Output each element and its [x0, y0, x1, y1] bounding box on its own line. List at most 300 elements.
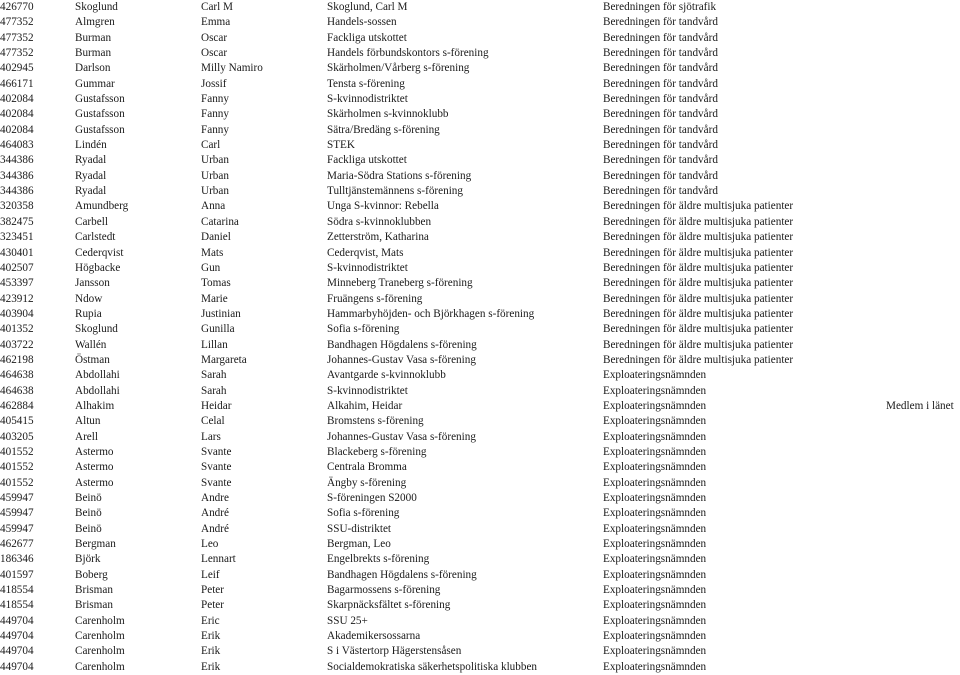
organization-cell: Socialdemokratiska säkerhetspolitiska klubben	[327, 660, 538, 673]
note-cell	[886, 15, 960, 30]
organization-cell: Unga S-kvinnor: Rebella	[327, 200, 439, 213]
member-id-cell: 477352	[0, 31, 34, 44]
member-id-cell: 186346	[0, 553, 34, 566]
committee-cell: Exploateringsnämnden	[603, 384, 707, 397]
member-id-cell: 401352	[0, 323, 34, 336]
first-name-cell: Carl	[201, 139, 221, 152]
committee-cell: Exploateringsnämnden	[603, 568, 707, 581]
first-name-cell: Urban	[201, 154, 229, 167]
member-id-cell: 459947	[0, 492, 34, 504]
first-name-cell: Justinian	[201, 307, 241, 320]
committee-cell: Exploateringsnämnden	[603, 415, 707, 428]
committee-cell: Beredningen för äldre multisjuka patienter	[603, 292, 794, 305]
first-name-cell: Erik	[201, 630, 221, 643]
organization-cell: Fruängens s-förening	[327, 292, 423, 305]
last-name-cell: Altun	[75, 415, 101, 428]
table-row	[0, 399, 960, 414]
last-name-cell: Arell	[75, 430, 98, 443]
committee-cell: Exploateringsnämnden	[603, 599, 707, 612]
organization-cell: Fackliga utskottet	[327, 31, 407, 44]
member-id-cell: 403904	[0, 307, 34, 320]
committee-cell: Beredningen för tandvård	[603, 62, 718, 75]
table-row	[0, 338, 960, 353]
last-name-cell: Brisman	[75, 599, 113, 612]
member-id-cell: 418554	[0, 599, 34, 612]
member-id-cell: 464638	[0, 384, 34, 397]
first-name-cell: Milly Namiro	[201, 62, 263, 75]
last-name-cell: Carenholm	[75, 660, 125, 673]
organization-cell: S-kvinnodistriktet	[327, 93, 408, 106]
first-name-cell: Gunilla	[201, 323, 235, 336]
organization-cell: Skärholmen s-kvinnoklubb	[327, 108, 449, 121]
note-cell	[886, 169, 960, 184]
member-id-cell: 459947	[0, 507, 34, 520]
last-name-cell: Almgren	[75, 16, 115, 29]
last-name-cell: Bergman	[75, 538, 116, 551]
first-name-cell: Sarah	[201, 384, 227, 397]
note-cell	[886, 230, 960, 245]
table-row	[0, 568, 960, 583]
note-cell	[886, 414, 960, 429]
committee-cell: Exploateringsnämnden	[603, 538, 707, 551]
last-name-cell: Gummar	[75, 77, 115, 90]
organization-cell: Fackliga utskottet	[327, 154, 407, 167]
committee-cell: Beredningen för äldre multisjuka patienter	[603, 200, 794, 213]
organization-cell: Minneberg Traneberg s-förening	[327, 277, 473, 290]
member-id-cell: 426770	[0, 1, 34, 13]
note-cell	[886, 537, 960, 552]
member-id-cell: 462884	[0, 399, 34, 412]
first-name-cell: Urban	[201, 169, 229, 182]
note-cell	[886, 307, 960, 322]
last-name-cell: Astermo	[75, 445, 114, 458]
note-cell	[886, 506, 960, 521]
note-cell	[886, 476, 960, 491]
note-cell	[886, 107, 960, 122]
last-name-cell: Abdollahi	[75, 369, 120, 382]
organization-cell: Akademikersossarna	[327, 630, 421, 643]
table-row	[0, 644, 960, 659]
organization-cell: Tensta s-förening	[327, 77, 405, 90]
note-cell	[886, 552, 960, 567]
committee-cell: Beredningen för äldre multisjuka patienter	[603, 338, 794, 351]
first-name-cell: Emma	[201, 16, 231, 29]
organization-cell: Sofia s-förening	[327, 323, 400, 336]
table-row	[0, 31, 960, 46]
last-name-cell: Brisman	[75, 584, 113, 597]
table-row	[0, 138, 960, 153]
member-id-cell: 466171	[0, 77, 34, 90]
first-name-cell: Margareta	[201, 353, 247, 366]
committee-cell: Beredningen för äldre multisjuka patienter	[603, 323, 794, 336]
organization-cell: Skoglund, Carl M	[327, 1, 408, 13]
last-name-cell: Lindén	[75, 139, 107, 152]
first-name-cell: Oscar	[201, 47, 228, 60]
note-cell	[886, 153, 960, 168]
committee-cell: Exploateringsnämnden	[603, 553, 707, 566]
organization-cell: Sätra/Bredäng s-förening	[327, 123, 440, 136]
note-cell	[886, 568, 960, 583]
organization-cell: Engelbrekts s-förening	[327, 553, 430, 566]
last-name-cell: Björk	[75, 553, 101, 566]
last-name-cell: Rupia	[75, 307, 102, 320]
committee-cell: Exploateringsnämnden	[603, 660, 707, 673]
first-name-cell: Oscar	[201, 31, 228, 44]
note-cell	[886, 199, 960, 214]
first-name-cell: Mats	[201, 246, 224, 259]
member-id-cell: 462677	[0, 538, 34, 551]
first-name-cell: Catarina	[201, 215, 239, 228]
note-cell	[886, 0, 960, 15]
first-name-cell: Celal	[201, 415, 225, 428]
committee-cell: Exploateringsnämnden	[603, 584, 707, 597]
table-row	[0, 445, 960, 460]
table-row	[0, 322, 960, 337]
member-id-cell: 462198	[0, 353, 34, 366]
last-name-cell: Jansson	[75, 277, 110, 290]
first-name-cell: Andre	[201, 492, 229, 504]
member-id-cell: 401552	[0, 476, 34, 489]
note-cell	[886, 92, 960, 107]
committee-cell: Exploateringsnämnden	[603, 461, 707, 474]
last-name-cell: Beinö	[75, 507, 102, 520]
organization-cell: Avantgarde s-kvinnoklubb	[327, 369, 446, 382]
organization-cell: Ängby s-förening	[327, 476, 407, 489]
note-cell	[886, 353, 960, 368]
first-name-cell: Gun	[201, 261, 221, 274]
organization-cell: Hammarbyhöjden- och Björkhagen s-förening	[327, 307, 535, 320]
table-row	[0, 199, 960, 214]
committee-cell: Exploateringsnämnden	[603, 645, 707, 658]
organization-cell: Centrala Bromma	[327, 461, 407, 474]
note-cell	[886, 292, 960, 307]
last-name-cell: Carenholm	[75, 614, 125, 627]
member-id-cell: 423912	[0, 292, 34, 305]
last-name-cell: Carenholm	[75, 645, 125, 658]
first-name-cell: Svante	[201, 476, 232, 489]
member-id-cell: 418554	[0, 584, 34, 597]
committee-cell: Beredningen för tandvård	[603, 77, 718, 90]
table-row	[0, 537, 960, 552]
organization-cell: Bagarmossens s-förening	[327, 584, 441, 597]
organization-cell: Alkahim, Heidar	[327, 399, 403, 412]
table-row	[0, 552, 960, 567]
first-name-cell: Erik	[201, 645, 221, 658]
last-name-cell: Boberg	[75, 568, 108, 581]
committee-cell: Beredningen för tandvård	[603, 139, 718, 152]
last-name-cell: Carbell	[75, 215, 108, 228]
table-row	[0, 368, 960, 383]
table-row	[0, 123, 960, 138]
table-row	[0, 261, 960, 276]
organization-cell: STEK	[327, 139, 355, 152]
organization-cell: SSU-distriktet	[327, 522, 392, 535]
organization-cell: Bandhagen Högdalens s-förening	[327, 338, 477, 351]
last-name-cell: Högbacke	[75, 261, 121, 274]
first-name-cell: Peter	[201, 599, 224, 612]
organization-cell: Sofia s-förening	[327, 507, 400, 520]
committee-cell: Exploateringsnämnden	[603, 507, 707, 520]
first-name-cell: Lennart	[201, 553, 236, 566]
last-name-cell: Ryadal	[75, 185, 107, 198]
note-cell	[886, 276, 960, 291]
organization-cell: S-kvinnodistriktet	[327, 261, 408, 274]
table-row	[0, 230, 960, 245]
first-name-cell: Jossif	[201, 77, 227, 90]
member-id-cell: 401552	[0, 445, 34, 458]
first-name-cell: Erik	[201, 660, 221, 673]
first-name-cell: Lars	[201, 430, 221, 443]
note-cell	[886, 31, 960, 46]
organization-cell: Maria-Södra Stations s-förening	[327, 169, 472, 182]
committee-cell: Beredningen för tandvård	[603, 16, 718, 29]
organization-cell: Blackeberg s-förening	[327, 445, 427, 458]
member-id-cell: 477352	[0, 16, 34, 29]
table-row	[0, 215, 960, 230]
member-id-cell: 344386	[0, 185, 34, 198]
organization-cell: S-föreningen S2000	[327, 492, 417, 504]
note-cell	[886, 46, 960, 61]
organization-cell: Tulltjänstemännens s-förening	[327, 185, 463, 198]
table-row	[0, 476, 960, 491]
table-row	[0, 92, 960, 107]
committee-cell: Beredningen för äldre multisjuka patienter	[603, 353, 794, 366]
last-name-cell: Ndow	[75, 292, 103, 305]
note-cell	[886, 629, 960, 644]
first-name-cell: Fanny	[201, 108, 229, 121]
committee-cell: Exploateringsnämnden	[603, 430, 707, 443]
committee-cell: Beredningen för äldre multisjuka patienter	[603, 215, 794, 228]
table-row	[0, 522, 960, 537]
note-cell	[886, 460, 960, 475]
committee-cell: Beredningen för tandvård	[603, 31, 718, 44]
last-name-cell: Gustafsson	[75, 123, 125, 136]
last-name-cell: Astermo	[75, 461, 114, 474]
member-id-cell: 464638	[0, 369, 34, 382]
table-row	[0, 598, 960, 613]
first-name-cell: Tomas	[201, 277, 231, 290]
committee-cell: Beredningen för tandvård	[603, 123, 718, 136]
table-row	[0, 384, 960, 399]
last-name-cell: Ryadal	[75, 154, 107, 167]
member-id-cell: 402084	[0, 123, 34, 136]
last-name-cell: Beinö	[75, 522, 102, 535]
committee-cell: Beredningen för tandvård	[603, 154, 718, 167]
note-cell	[886, 123, 960, 138]
committee-cell: Exploateringsnämnden	[603, 369, 707, 382]
last-name-cell: Astermo	[75, 476, 114, 489]
table-row	[0, 77, 960, 92]
member-id-cell: 320358	[0, 200, 34, 213]
organization-cell: Bergman, Leo	[327, 538, 391, 551]
organization-cell: Zetterström, Katharina	[327, 231, 429, 244]
organization-cell: Skarpnäcksfältet s-förening	[327, 599, 451, 612]
last-name-cell: Darlson	[75, 62, 111, 75]
first-name-cell: Fanny	[201, 123, 229, 136]
table-row	[0, 276, 960, 291]
table-row	[0, 353, 960, 368]
table-row	[0, 184, 960, 199]
table-row	[0, 506, 960, 521]
member-id-cell: 449704	[0, 660, 34, 673]
committee-cell: Beredningen för tandvård	[603, 93, 718, 106]
committee-cell: Beredningen för tandvård	[603, 47, 718, 60]
last-name-cell: Burman	[75, 31, 112, 44]
last-name-cell: Skoglund	[75, 1, 118, 13]
organization-cell: Johannes-Gustav Vasa s-förening	[327, 353, 476, 366]
committee-cell: Beredningen för äldre multisjuka patienter	[603, 277, 794, 290]
member-id-cell: 464083	[0, 139, 34, 152]
note-cell	[886, 138, 960, 153]
committee-cell: Beredningen för tandvård	[603, 108, 718, 121]
first-name-cell: Svante	[201, 461, 232, 474]
first-name-cell: Anna	[201, 200, 226, 213]
member-id-cell: 403722	[0, 338, 34, 351]
first-name-cell: Daniel	[201, 231, 231, 244]
last-name-cell: Amundberg	[75, 200, 129, 213]
first-name-cell: Leo	[201, 538, 219, 551]
organization-cell: Handels-sossen	[327, 16, 397, 29]
table-row	[0, 430, 960, 445]
note-cell	[886, 61, 960, 76]
organization-cell: Johannes-Gustav Vasa s-förening	[327, 430, 476, 443]
note-cell	[886, 338, 960, 353]
table-row	[0, 169, 960, 184]
last-name-cell: Gustafsson	[75, 108, 125, 121]
table-row	[0, 46, 960, 61]
last-name-cell: Burman	[75, 47, 112, 60]
last-name-cell: Wallén	[75, 338, 107, 351]
member-id-cell: 402084	[0, 108, 34, 121]
table-row	[0, 614, 960, 629]
last-name-cell: Carlstedt	[75, 231, 116, 244]
member-id-cell: 403205	[0, 430, 34, 443]
member-id-cell: 382475	[0, 215, 34, 228]
note-cell	[886, 215, 960, 230]
committee-cell: Beredningen för sjötrafik	[603, 1, 717, 13]
note-cell	[886, 77, 960, 92]
table-row	[0, 583, 960, 598]
table-row	[0, 629, 960, 644]
first-name-cell: Fanny	[201, 93, 229, 106]
committee-cell: Exploateringsnämnden	[603, 630, 707, 643]
member-id-cell: 402084	[0, 93, 34, 106]
note-cell	[886, 491, 960, 506]
table-row	[0, 15, 960, 30]
last-name-cell: Carenholm	[75, 630, 125, 643]
table-row	[0, 107, 960, 122]
last-name-cell: Beinö	[75, 492, 102, 504]
table-row	[0, 61, 960, 76]
committee-cell: Exploateringsnämnden	[603, 399, 707, 412]
table-row	[0, 460, 960, 475]
note-cell	[886, 583, 960, 598]
last-name-cell: Alhakim	[75, 399, 115, 412]
committee-cell: Exploateringsnämnden	[603, 492, 707, 504]
table-row	[0, 414, 960, 429]
organization-cell: Södra s-kvinnoklubben	[327, 215, 432, 228]
member-id-cell: 459947	[0, 522, 34, 535]
member-id-cell: 453397	[0, 277, 34, 290]
table-row	[0, 292, 960, 307]
first-name-cell: Carl M	[201, 1, 234, 13]
member-id-cell: 402507	[0, 261, 34, 274]
member-id-cell: 344386	[0, 169, 34, 182]
note-cell	[886, 261, 960, 276]
note-cell	[886, 384, 960, 399]
note-cell	[886, 368, 960, 383]
last-name-cell: Östman	[75, 353, 110, 366]
member-id-cell: 449704	[0, 645, 34, 658]
member-id-cell: 449704	[0, 630, 34, 643]
first-name-cell: Sarah	[201, 369, 227, 382]
first-name-cell: Eric	[201, 614, 220, 627]
first-name-cell: André	[201, 522, 229, 535]
organization-cell: Handels förbundskontors s-förening	[327, 47, 489, 60]
committee-cell: Beredningen för äldre multisjuka patienter	[603, 231, 794, 244]
note-cell	[886, 598, 960, 613]
note-cell	[886, 644, 960, 659]
first-name-cell: Peter	[201, 584, 224, 597]
member-id-cell: 430401	[0, 246, 34, 259]
member-id-cell: 323451	[0, 231, 34, 244]
last-name-cell: Abdollahi	[75, 384, 120, 397]
committee-cell: Beredningen för tandvård	[603, 169, 718, 182]
member-id-cell: 401597	[0, 568, 34, 581]
organization-cell: SSU 25+	[327, 614, 368, 627]
committee-cell: Exploateringsnämnden	[603, 614, 707, 627]
member-id-cell: 477352	[0, 47, 34, 60]
table-row	[0, 0, 960, 15]
member-id-cell: 401552	[0, 461, 34, 474]
last-name-cell: Gustafsson	[75, 93, 125, 106]
first-name-cell: André	[201, 507, 229, 520]
organization-cell: S i Västertorp Hägerstensåsen	[327, 645, 462, 658]
organization-cell: Bromstens s-förening	[327, 415, 424, 428]
organization-cell: S-kvinnodistriktet	[327, 384, 408, 397]
last-name-cell: Cederqvist	[75, 246, 124, 259]
committee-cell: Beredningen för äldre multisjuka patienter	[603, 307, 794, 320]
note-cell: Medlem i länet	[886, 399, 954, 412]
committee-cell: Exploateringsnämnden	[603, 522, 707, 535]
organization-cell: Skärholmen/Vårberg s-förening	[327, 62, 470, 75]
last-name-cell: Skoglund	[75, 323, 118, 336]
committee-cell: Exploateringsnämnden	[603, 445, 707, 458]
note-cell	[886, 660, 960, 675]
first-name-cell: Heidar	[201, 399, 232, 412]
note-cell	[886, 322, 960, 337]
first-name-cell: Lillan	[201, 338, 228, 351]
note-cell	[886, 614, 960, 629]
member-id-cell: 405415	[0, 415, 34, 428]
note-cell	[886, 445, 960, 460]
table-row	[0, 153, 960, 168]
note-cell	[886, 246, 960, 261]
note-cell	[886, 522, 960, 537]
note-cell	[886, 184, 960, 199]
committee-cell: Beredningen för äldre multisjuka patienter	[603, 261, 794, 274]
note-cell	[886, 430, 960, 445]
table-row	[0, 307, 960, 322]
committee-cell: Beredningen för tandvård	[603, 185, 718, 198]
member-id-cell: 344386	[0, 154, 34, 167]
organization-cell: Bandhagen Högdalens s-förening	[327, 568, 477, 581]
table-row	[0, 660, 960, 675]
organization-cell: Cederqvist, Mats	[327, 246, 404, 259]
first-name-cell: Urban	[201, 185, 229, 198]
committee-cell: Beredningen för äldre multisjuka patienter	[603, 246, 794, 259]
first-name-cell: Svante	[201, 445, 232, 458]
